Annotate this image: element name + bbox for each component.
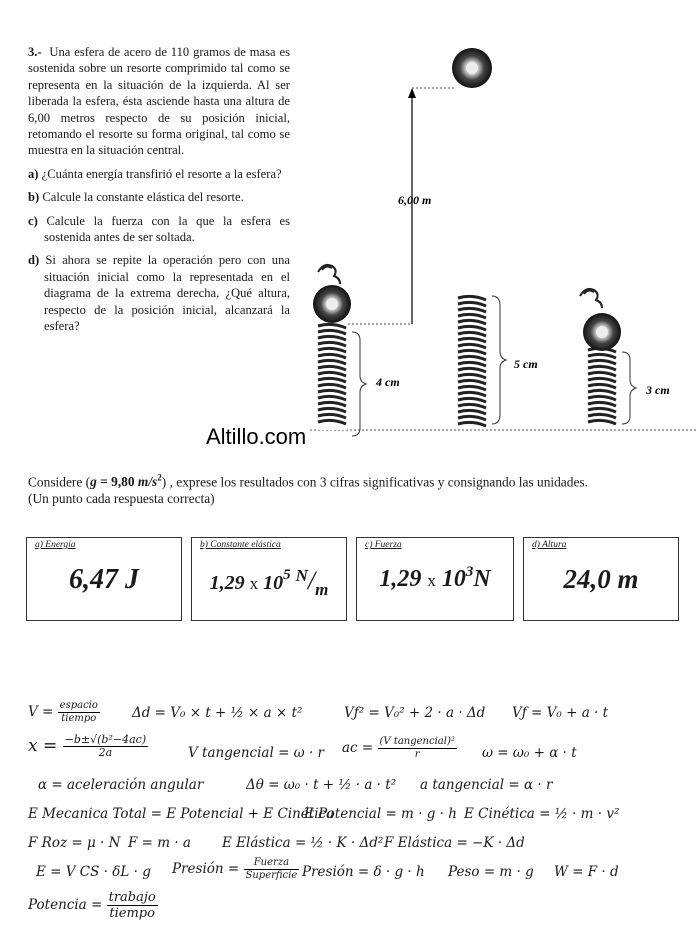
consider-line2: (Un punto cada respuesta correcta)	[28, 491, 215, 507]
formula-power	[28, 890, 158, 921]
answer-box-energy	[26, 537, 182, 621]
formula-weight: Peso = m · g	[448, 864, 534, 880]
answer-box-force	[356, 537, 514, 621]
problem-statement	[28, 44, 290, 342]
problem-intro	[28, 44, 290, 159]
spring-natural	[458, 296, 486, 426]
formula-part: ac =	[342, 740, 374, 756]
question-d	[28, 252, 290, 334]
question-b-text: Calcule la constante elástica del resorte.	[42, 190, 244, 205]
answer-value: 6,47 J	[69, 564, 139, 595]
answer-value: 24,0 m	[563, 564, 639, 594]
formula-hydrostatic-pressure: Presión = δ · g · h	[302, 864, 425, 880]
formula-friction: F Roz = μ · N	[28, 835, 121, 851]
formula-mechanical-energy: E Mecanica Total = E Potencial + E Cinética	[28, 806, 335, 822]
compressed-label: 4 cm	[376, 375, 400, 389]
fraction	[58, 700, 100, 725]
formula-work: W = F · d	[554, 864, 619, 880]
question-b	[28, 189, 290, 205]
formula-displacement: Δd = V₀ × t + ½ × a × t²	[132, 705, 303, 721]
formula-buoyancy: E = V CS · δL · g	[36, 864, 151, 880]
answer-label: c) Fuerza	[365, 540, 402, 550]
g-symbol: g	[90, 474, 97, 490]
answer-label: a) Energía	[35, 540, 76, 550]
mantissa: 1,29	[209, 572, 245, 594]
question-a-letter: a)	[28, 166, 39, 181]
formula-quadratic	[28, 734, 148, 759]
numerator: espacio	[59, 700, 98, 711]
formula-a-tangential: a tangencial = α · r	[420, 777, 553, 793]
formula-newton: F = m · a	[128, 835, 191, 851]
height-label: 6,00 m	[398, 193, 432, 207]
question-c-letter: c)	[28, 213, 38, 228]
denominator: tiempo	[61, 713, 97, 724]
formula-kinetic-energy: E Cinética = ½ · m · v²	[464, 806, 620, 822]
unit-den: m	[315, 580, 329, 599]
formula-v-tangential: V tangencial = ω · r	[188, 745, 325, 761]
question-d-text: Si ahora se repite la operación pero con una situación inicial como la representada en el diagrama de la extrema derecha, ¿Qué altura, respecto de la posición inicial, alcanzará la esfera?	[44, 253, 290, 334]
formula-pressure	[172, 857, 299, 882]
question-c	[28, 213, 290, 246]
question-d-letter: d)	[28, 253, 40, 268]
question-a	[28, 166, 290, 182]
fraction	[244, 857, 300, 882]
g-unit: m/s	[137, 474, 158, 490]
fraction	[378, 736, 457, 761]
times-sign: x	[427, 571, 436, 590]
g-value: = 9,80	[96, 474, 138, 490]
exponent: 5	[283, 567, 291, 583]
natural-label: 5 cm	[514, 357, 538, 371]
formula-omega: ω = ω₀ + α · t	[482, 745, 577, 761]
fraction	[107, 890, 158, 921]
formula-part: V =	[28, 704, 54, 720]
question-a-text: ¿Cuánta energía transfirió el resorte a la esfera?	[41, 166, 282, 181]
right-label: 3 cm	[646, 383, 670, 397]
formula-vf: Vƒ = V₀ + a · t	[512, 705, 609, 721]
formula-elastic-energy: E Elástica = ½ · K · Δd²	[222, 835, 384, 851]
formula-elastic-force: F Elástica = −K · Δd	[384, 835, 525, 851]
numerator: −b±√(b²−4ac)	[64, 733, 147, 746]
fraction	[63, 734, 148, 759]
answer-value: 1,29 x $10^5$ $^N/_m$	[209, 566, 329, 599]
hand-left-icon	[318, 265, 340, 284]
formula-centripetal	[342, 736, 457, 761]
formula-delta-theta: Δθ = ω₀ · t + ½ · a · t²	[246, 777, 397, 793]
formula-part: Presión =	[172, 861, 240, 877]
watermark: Altillo.com	[206, 424, 307, 449]
numerator: trabajo	[108, 890, 156, 905]
exponent: 3	[465, 564, 474, 580]
question-c-text: Calcule la fuerza con la que la esfera es sostenida antes de ser soltada.	[44, 213, 290, 245]
formula-part: x =	[28, 736, 58, 756]
times-sign: x	[249, 574, 259, 593]
unit-num: N	[295, 566, 308, 585]
problem-intro-text: Una esfera de acero de 110 gramos de masa es sostenida sobre un resorte comprimido tal como se representa en la situación de la izquierda. Al ser liberada la esfera, ésta asciende hasta una altura de 6,00 metros respecto de su posición inicial, retomando el resorte su forma original, tal como se muestra en la situación central.	[28, 45, 290, 158]
base: 10	[441, 566, 466, 592]
question-b-letter: b)	[28, 190, 40, 205]
denominator: Superficie	[245, 870, 298, 881]
problem-number: 3.-	[28, 45, 42, 59]
formula-part: Potencia =	[28, 897, 103, 913]
spring-compressed	[317, 322, 347, 430]
answer-label: d) Altura	[532, 540, 567, 550]
denominator: tiempo	[109, 906, 155, 921]
consider-suffix: ) , exprese los resultados con 3 cifras significativas y consignando las unidades.	[161, 474, 588, 490]
numerator: Fuerza	[244, 857, 300, 870]
answer-value	[357, 564, 513, 593]
mantissa: 1,29	[379, 566, 422, 592]
spring-diagram	[300, 40, 700, 440]
unit: N	[473, 566, 491, 592]
formula-velocity	[28, 700, 100, 725]
answer-label: b) Constante elástica	[200, 540, 281, 550]
formula-potential-energy: E Potencial = m · g · h	[304, 806, 457, 822]
numerator: (V tangencial)²	[379, 736, 455, 747]
formula-alpha: α = aceleración angular	[38, 777, 204, 793]
base: 10	[263, 572, 284, 594]
denominator: r	[414, 749, 420, 760]
consider-note	[28, 470, 688, 507]
formula-vf-squared: Vƒ² = V₀² + 2 · a · Δd	[344, 705, 486, 721]
hand-right-icon	[580, 289, 602, 308]
spring-right	[588, 348, 616, 424]
answer-box-constant	[191, 537, 347, 621]
g-exp: 2	[157, 473, 162, 483]
denominator: 2a	[98, 746, 113, 759]
answer-box-height	[523, 537, 679, 621]
consider-prefix: Considere (	[28, 474, 91, 490]
